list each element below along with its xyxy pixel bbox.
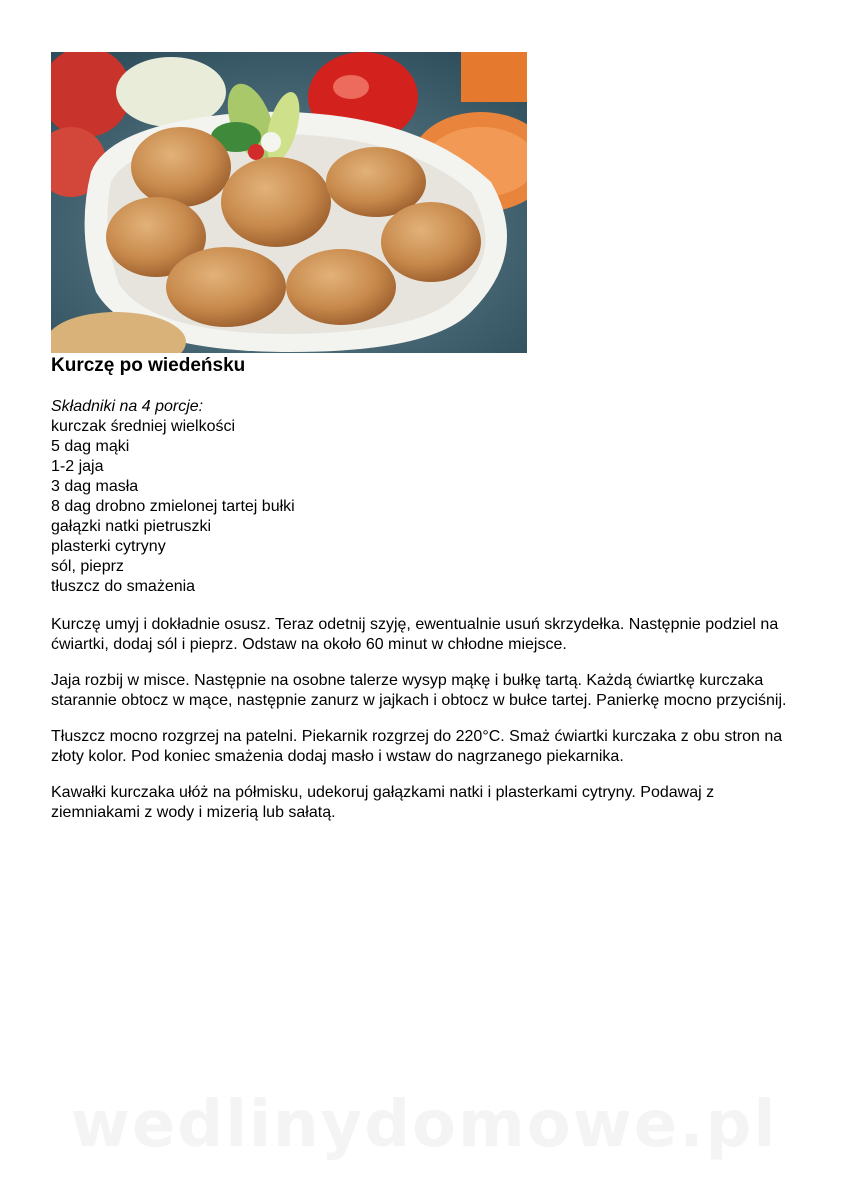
ingredients-list	[51, 397, 295, 597]
ingredient-item: sól, pieprz	[51, 558, 124, 575]
instruction-step: Jaja rozbij w misce. Następnie na osobne talerze wysyp mąkę i bułkę tartą. Każdą ćwiartkę kurczaka starannie obtocz w mące, następnie zanurz w jajkach i obtocz w bułce tartej. Panierkę mocno przyciśnij.	[51, 672, 787, 709]
instructions	[51, 615, 791, 839]
ingredient-item: kurczak średniej wielkości	[51, 418, 236, 435]
ingredient-item: 8 dag drobno zmielonej tartej bułki	[51, 498, 295, 515]
ingredient-item: gałązki natki pietruszki	[51, 518, 212, 535]
recipe-photo	[51, 52, 527, 353]
recipe-title: Kurczę po wiedeńsku	[51, 355, 246, 376]
ingredients-heading: Składniki na 4 porcje:	[51, 398, 204, 415]
ingredient-item: 1-2 jaja	[51, 458, 104, 475]
watermark: wedlinydomowe.pl	[70, 1088, 778, 1162]
instruction-step: Kurczę umyj i dokładnie osusz. Teraz odetnij szyję, ewentualnie usuń skrzydełka. Następnie podziel na ćwiartki, dodaj sól i pieprz. Odstaw na około 60 minut w chłodne miejsce.	[51, 616, 779, 653]
ingredient-item: 5 dag mąki	[51, 438, 130, 455]
instruction-step: Kawałki kurczaka ułóż na półmisku, udekoruj gałązkami natki i plasterkami cytryny. Podawaj z ziemniakami z wody i mizerią lub sałatą.	[51, 784, 715, 821]
ingredient-item: tłuszcz do smażenia	[51, 578, 196, 595]
fried-chicken-photo-icon	[51, 52, 527, 353]
ingredient-item: plasterki cytryny	[51, 538, 166, 555]
instruction-step: Tłuszcz mocno rozgrzej na patelni. Piekarnik rozgrzej do 220°C. Smaż ćwiartki kurczaka z obu stron na złoty kolor. Pod koniec smażenia dodaj masło i wstaw do nagrzanego piekarnika.	[51, 728, 783, 765]
ingredient-item: 3 dag masła	[51, 478, 139, 495]
